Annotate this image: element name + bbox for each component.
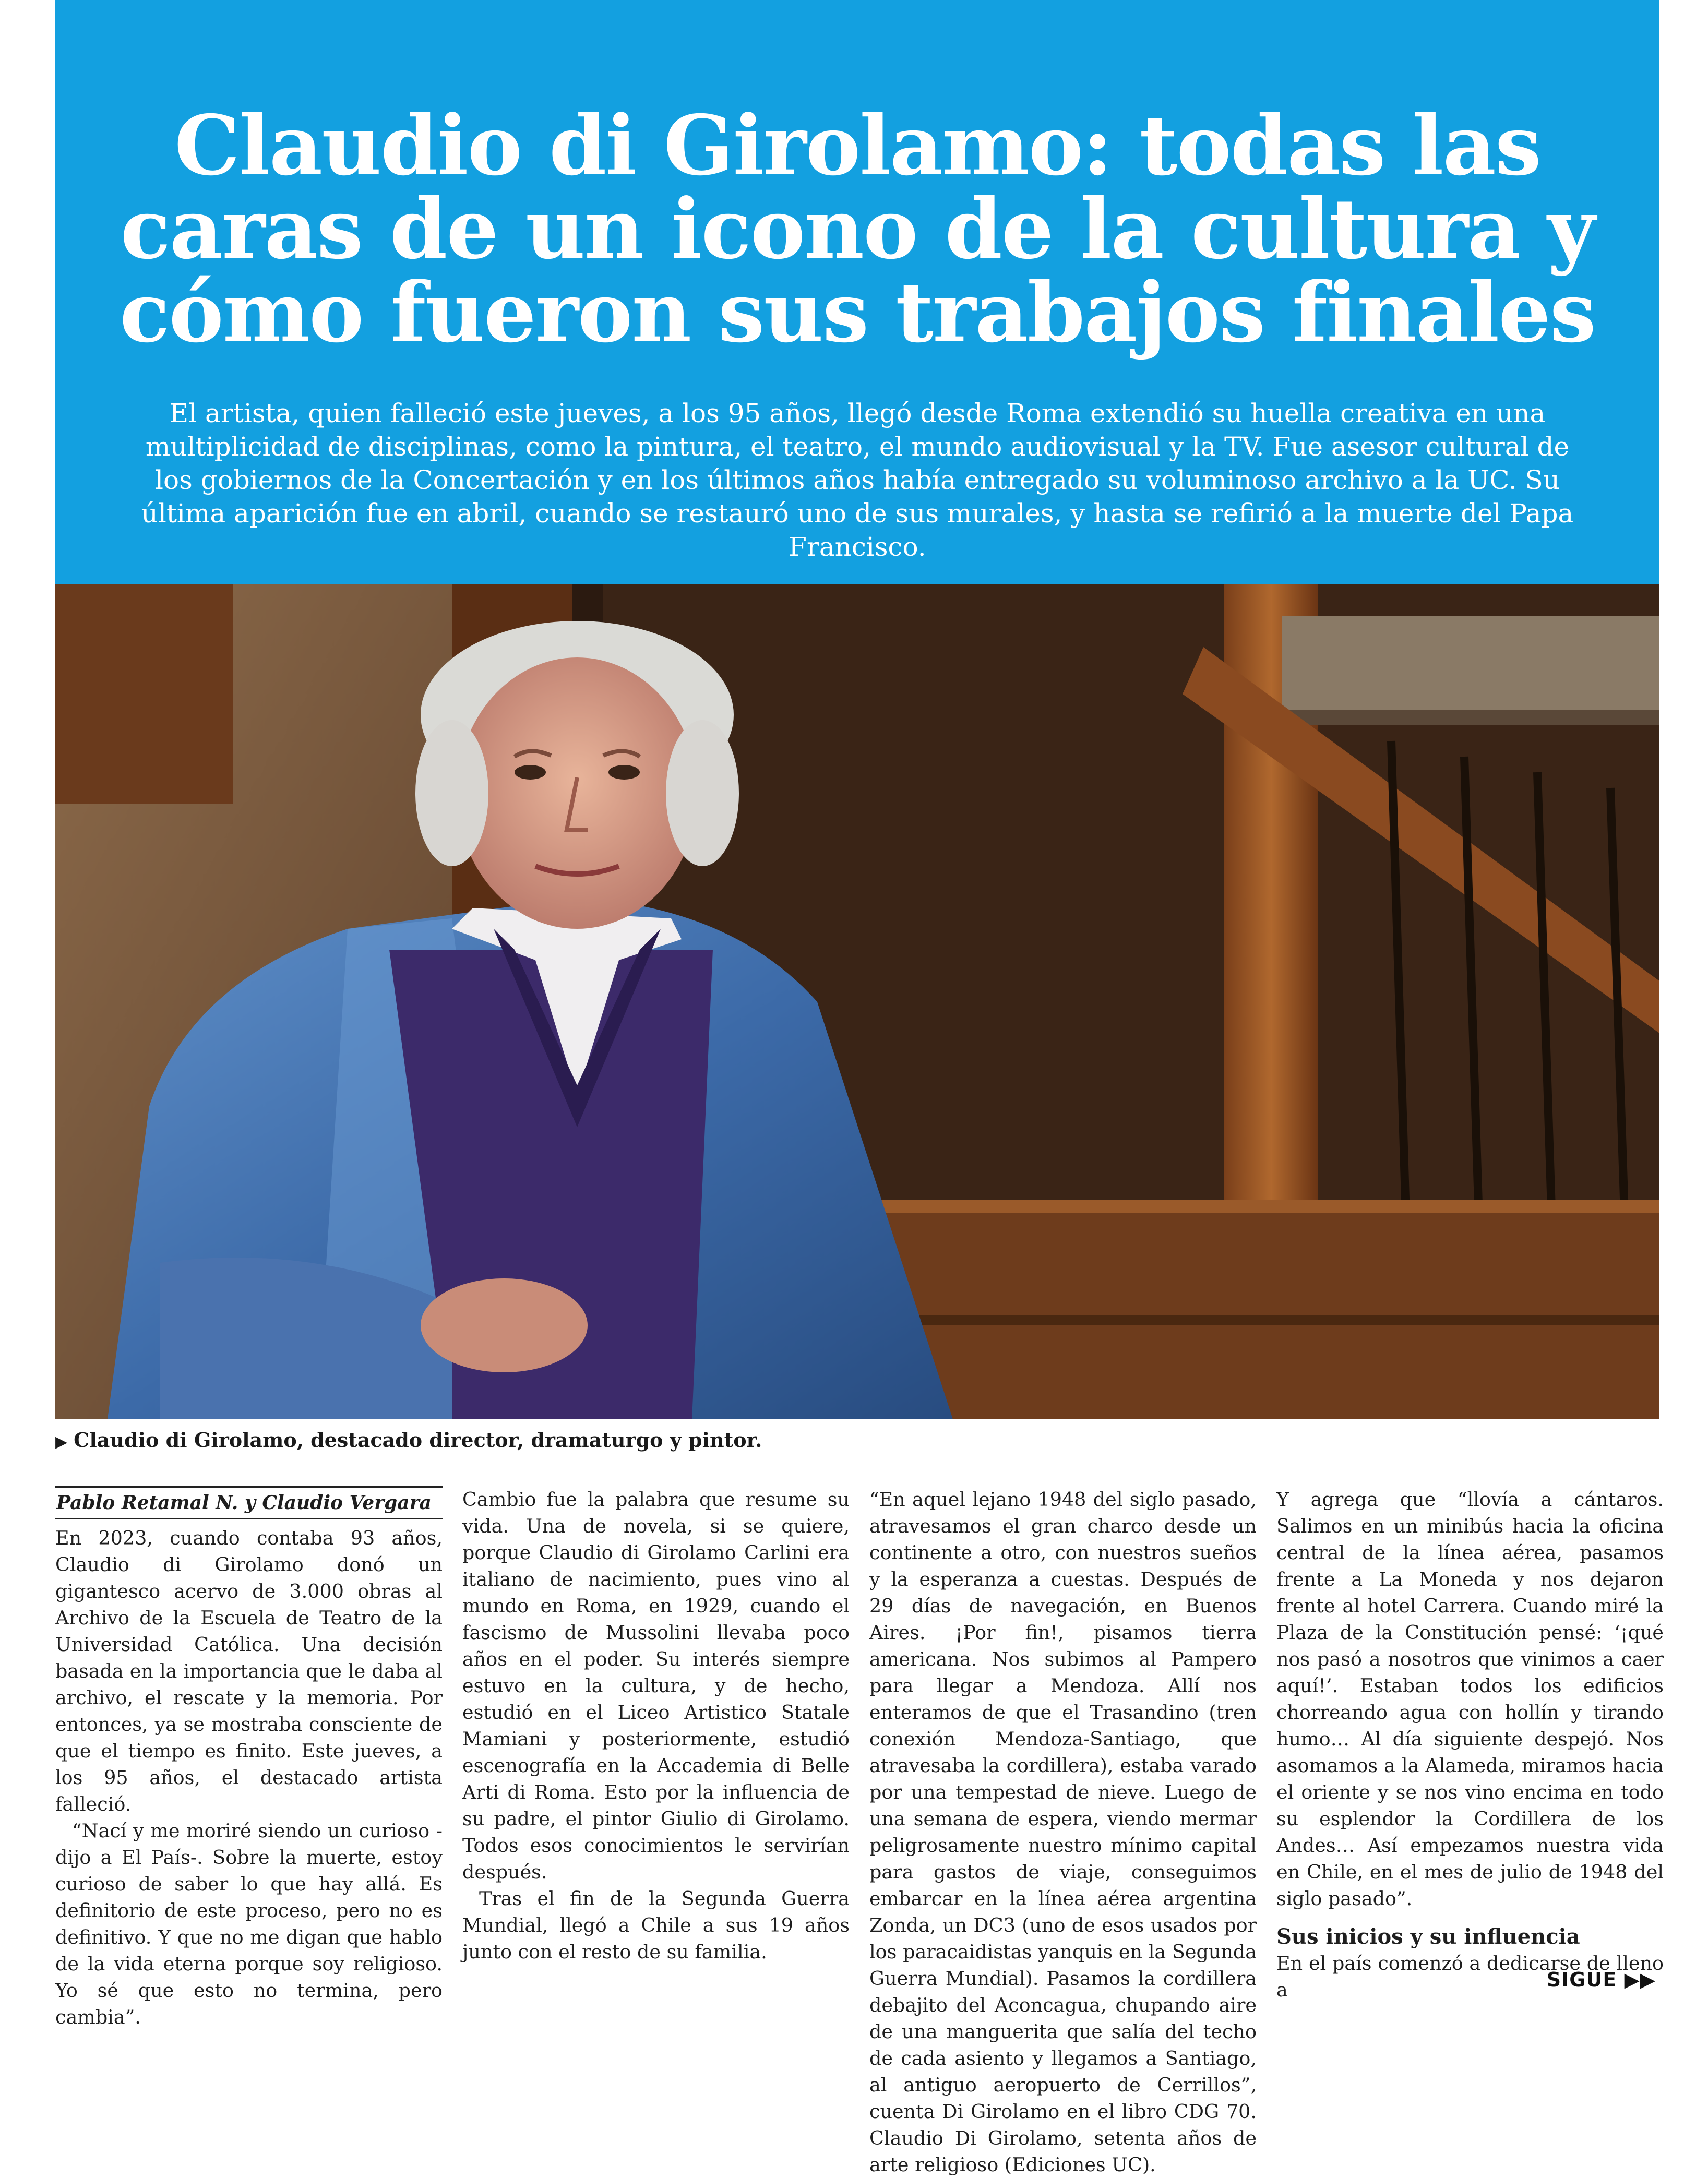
- headline: Claudio di Girolamo: todas las caras de un icono de la cultura y cómo fueron sus trabajos finales: [120, 98, 1595, 361]
- paragraph-4: Tras el fin de la Segunda Guerra Mundial, llegó a Chile a sus 19 años junto con el resto de su familia.: [462, 1887, 850, 1963]
- caption-text: Claudio di Girolamo, destacado director, dramaturgo y pintor.: [74, 1428, 762, 1452]
- header-banner: [55, 0, 1659, 584]
- paragraph-2: “Nací y me moriré siendo un curioso -dijo a El País-. Sobre la muerte, estoy curioso de saber lo que hay allá. Es definitorio de este proceso, pero no es definitivo. Y que no me digan que hablo de la vida eterna porque soy religioso. Yo sé que esto no termina, pero cambia”.: [55, 1820, 443, 2028]
- paragraph-5: “En aquel lejano 1948 del siglo pasado, atravesamos el gran charco desde un continente a otro, con nuestros sueños y la esperanza a cuestas. Después de 29 días de navegación, en Buenos Aires. ¡Por fin!, pisamos tierra americana. Nos subimos al Pampero para llegar a Mendoza. Allí nos enteramos de que el Trasandino (tren conexión Mendoza-Santiago, que atravesaba la cordillera), estaba varado por una tempestad de nieve. Luego de una semana de espera, viendo mermar peligrosamente nuestro mínimo capital para gastos de viaje, conseguimos embarcar en la línea aérea argentina Zonda, un DC3 (uno de esos usados por los paracaidistas yanquis en la Segunda Guerra Mundial). Pasamos la cordillera debajito del Aconcagua, chupando aire de una manguerita que salía del techo de cada asiento y llegamos a Santiago, al antiguo aeropuerto de Cerrillos”, cuenta Di Girolamo en el libro CDG 70. Claudio Di Girolamo, setenta años de arte religioso (Ediciones UC).: [869, 1488, 1257, 2176]
- article-column-1: [55, 1486, 443, 2030]
- double-arrow-icon: ▶▶: [1624, 1968, 1656, 1991]
- continue-marker: [1547, 1968, 1656, 1991]
- paragraph-3: Cambio fue la palabra que resume su vida. Una de novela, si se quiere, porque Claudio di Girolamo Carlini era italiano de nacimiento, pues vino al mundo en Roma, en 1929, cuando el fascismo de Mussolini llevaba poco años en el poder. Su interés siempre estuvo en la cultura, y de hecho, estudió en el Liceo Artistico Statale Mamiani y posteriormente, estudió escenografía en la Accademia di Belle Arti di Roma. Esto por la influencia de su padre, el pintor Giulio di Girolamo. Todos esos conocimientos le servirían después.: [462, 1488, 850, 1883]
- article-column-2: [462, 1486, 850, 1965]
- byline: Pablo Retamal N. y Claudio Vergara: [55, 1486, 443, 1519]
- paragraph-6: Y agrega que “llovía a cántaros. Salimos en un minibús hacia la oficina central de la línea aérea, pasamos frente a La Moneda y nos dejaron frente al hotel Carrera. Cuando miré la Plaza de la Constitución pensé: ‘¡qué nos pasó a nosotros que vinimos a caer aquí!’. Estaban todos los edificios chorreando agua con hollín y tirando humo… Al día siguiente despejó. Nos asomamos a la Alameda, miramos hacia el oriente y se nos vino encima en todo su esplendor la Cordillera de los Andes… Así empezamos nuestra vida en Chile, en el mes de julio de 1948 del siglo pasado”.: [1276, 1488, 1664, 1910]
- article-column-3: [869, 1486, 1257, 2178]
- portrait-photo: [55, 584, 1659, 1419]
- portrait-illustration: [55, 584, 1659, 1419]
- paragraph-1: En 2023, cuando contaba 93 años, Claudio di Girolamo donó un gigantesco acervo de 3.000 obras al Archivo de la Escuela de Teatro de la Universidad Católica. Una decisión basada en la importancia que le daba al archivo, el rescate y la memoria. Por entonces, ya se mostraba consciente de que el tiempo es finito. Este jueves, a los 95 años, el destacado artista falleció.: [55, 1527, 443, 1815]
- subheading: Sus inicios y su influencia: [1276, 1924, 1580, 1949]
- photo-caption: [55, 1426, 1621, 1457]
- deck: El artista, quien falleció este jueves, a los 95 años, llegó desde Roma extendió su huella creativa en una multiplicidad de disciplinas, como la pintura, el teatro, el mundo audiovisual y la TV. Fue asesor cultural de los gobiernos de la Concertación y en los últimos años había entregado su voluminoso archivo a la UC. Su última aparición fue en abril, cuando se restauró uno de sus murales, y hasta se refirió a la muerte del Papa Francisco.: [141, 398, 1574, 562]
- caption-arrow-icon: ▶: [55, 1433, 68, 1451]
- article-column-4: [1276, 1486, 1664, 2003]
- continue-label: SIGUE: [1546, 1968, 1617, 1991]
- paragraph-7: En el país comenzó a dedicarse de lleno a: [1276, 1952, 1664, 2001]
